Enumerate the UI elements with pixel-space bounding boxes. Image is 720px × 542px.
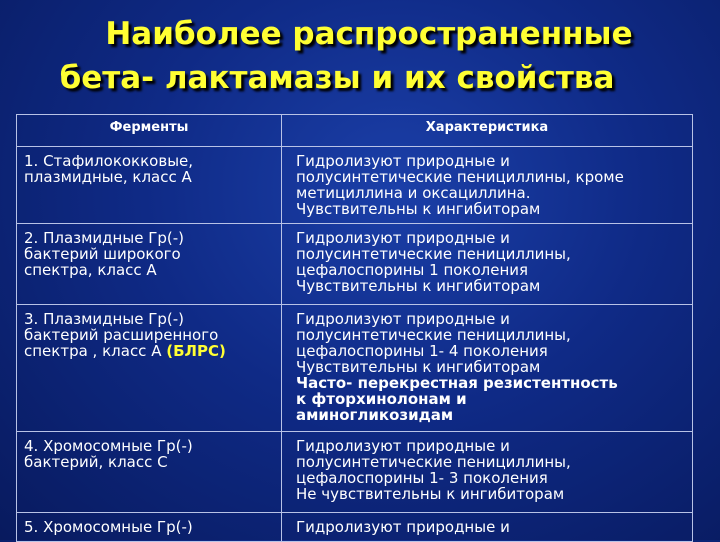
description-text: Не чувствительны к ингибиторам — [296, 485, 565, 503]
description-text: Чувствительны к ингибиторам — [296, 200, 541, 218]
description-text: Гидролизуют природные и — [296, 437, 510, 455]
description-cell — [282, 305, 693, 432]
description-cell — [282, 432, 693, 513]
description-text: полусинтетические пенициллины, — [296, 453, 571, 471]
enzyme-cell — [17, 513, 282, 542]
cross-resistance-note: к фторхинолонам и — [296, 390, 467, 408]
description-cell — [282, 224, 693, 305]
description-text: цефалоспорины 1- 3 поколения — [296, 469, 548, 487]
enzyme-text: бактерий широкого — [24, 245, 181, 263]
esbl-badge: (БЛРС) — [166, 342, 226, 360]
enzyme-text-line — [24, 343, 275, 359]
table-row — [17, 513, 693, 542]
table-row — [17, 305, 693, 432]
description-text: цефалоспорины 1 поколения — [296, 261, 529, 279]
enzyme-cell — [17, 305, 282, 432]
title-line-2: бета- лактамазы и их свойства — [59, 60, 615, 96]
enzyme-text: бактерий, класс С — [24, 453, 168, 471]
header-characteristics: Характеристика — [282, 115, 693, 147]
description-text: полусинтетические пенициллины, — [296, 326, 571, 344]
cross-resistance-note: Часто- перекрестная резистентность — [296, 374, 618, 392]
table-row — [17, 432, 693, 513]
enzyme-text: плазмидные, класс А — [24, 168, 192, 186]
enzyme-text: 1. Стафилококковые, — [24, 152, 194, 170]
header-enzymes: Ферменты — [17, 115, 282, 147]
description-cell — [282, 513, 693, 542]
description-text: метициллина и оксациллина. — [296, 184, 531, 202]
enzyme-cell — [17, 432, 282, 513]
enzyme-text: спектра, класс А — [24, 261, 157, 279]
enzyme-text: бактерий расширенного — [24, 326, 219, 344]
description-text: Гидролизуют природные и — [296, 229, 510, 247]
description-text: полусинтетические пенициллины, — [296, 245, 571, 263]
description-text: Гидролизуют природные и — [296, 518, 510, 536]
enzyme-text: 5. Хромосомные Гр(-) — [24, 518, 193, 536]
enzyme-text: спектра , класс А — [24, 342, 162, 360]
description-text: полусинтетические пенициллины, кроме — [296, 168, 624, 186]
beta-lactamase-table — [16, 114, 693, 542]
cross-resistance-note: аминогликозидам — [296, 406, 454, 424]
description-text: Чувствительны к ингибиторам — [296, 277, 541, 295]
enzyme-text: 2. Плазмидные Гр(-) — [24, 229, 184, 247]
description-text: Гидролизуют природные и — [296, 310, 510, 328]
slide-title — [0, 12, 720, 100]
enzyme-text: 3. Плазмидные Гр(-) — [24, 310, 184, 328]
description-text: Гидролизуют природные и — [296, 152, 510, 170]
enzyme-cell — [17, 224, 282, 305]
table-header-row — [17, 115, 693, 147]
description-text: цефалоспорины 1- 4 поколения — [296, 342, 548, 360]
table-row — [17, 147, 693, 224]
description-cell — [282, 147, 693, 224]
title-line-1: Наиболее распространенные — [105, 16, 633, 52]
enzyme-cell — [17, 147, 282, 224]
table-row — [17, 224, 693, 305]
enzyme-text: 4. Хромосомные Гр(-) — [24, 437, 193, 455]
description-text: Чувствительны к ингибиторам — [296, 358, 541, 376]
